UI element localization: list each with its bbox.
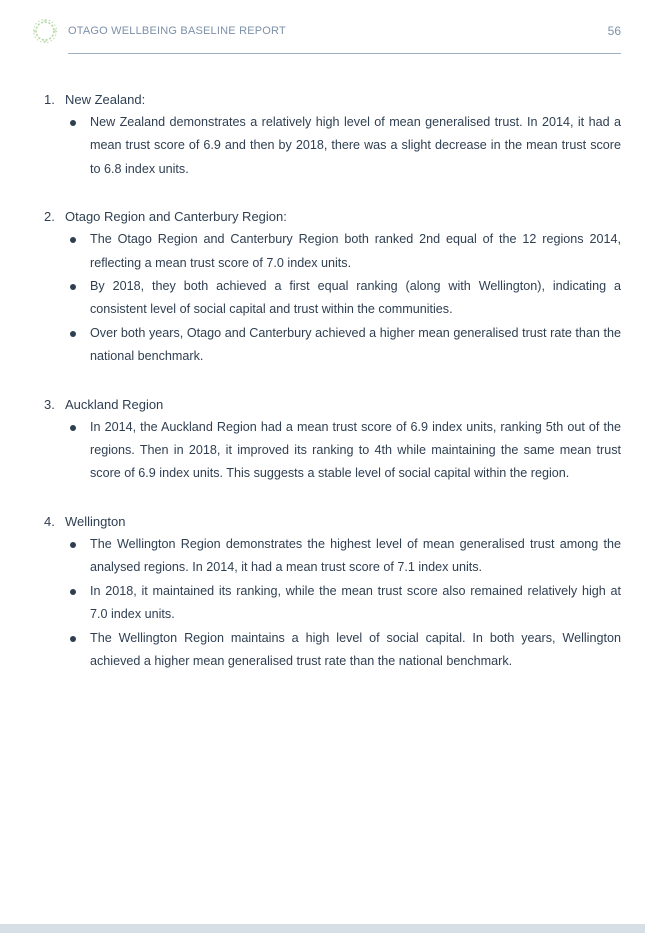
section-heading bbox=[44, 205, 621, 228]
header-divider bbox=[68, 53, 621, 54]
bullet-item bbox=[44, 275, 621, 322]
section-wellington bbox=[44, 510, 621, 673]
section-title: Auckland Region bbox=[65, 396, 164, 412]
footer-band bbox=[0, 924, 645, 933]
section-title: Otago Region and Canterbury Region: bbox=[65, 209, 287, 225]
bullet-list bbox=[44, 533, 621, 673]
bullet-text: In 2018, it maintained its ranking, while the mean trust score also remained relatively high at 7.0 index units. bbox=[90, 583, 621, 622]
bullet-dot-icon bbox=[70, 542, 76, 548]
section-heading bbox=[44, 393, 621, 416]
bullet-text: By 2018, they both achieved a first equal ranking (along with Wellington), indicating a consistent level of social capital and trust within the communities. bbox=[90, 279, 621, 317]
page-number: 56 bbox=[607, 24, 621, 38]
page-content bbox=[44, 88, 621, 697]
report-title: OTAGO WELLBEING BASELINE REPORT bbox=[68, 25, 286, 37]
bullet-dot-icon bbox=[70, 237, 76, 243]
bullet-text: In 2014, the Auckland Region had a mean trust score of 6.9 index units, ranking 5th out of the regions. Then in 2018, it improved its ranking to 4th while maintaining the same mean trust score of 6.9 index units. This suggests a stable level of social capital within the region. bbox=[90, 419, 621, 481]
section-otago-canterbury bbox=[44, 205, 621, 368]
bullet-list bbox=[44, 416, 621, 486]
bullet-dot-icon bbox=[70, 284, 76, 290]
bullet-text: The Otago Region and Canterbury Region both ranked 2nd equal of the 12 regions 2014, reflecting a mean trust score of 7.0 index units. bbox=[90, 232, 621, 270]
section-auckland bbox=[44, 393, 621, 486]
bullet-item bbox=[44, 533, 621, 580]
bullet-item bbox=[44, 416, 621, 486]
section-title: New Zealand: bbox=[65, 92, 146, 107]
bullet-item bbox=[44, 228, 621, 275]
bullet-item bbox=[44, 322, 621, 369]
section-heading bbox=[44, 88, 621, 111]
section-number: 4. bbox=[44, 513, 55, 529]
page-header bbox=[0, 0, 645, 56]
bullet-text: The Wellington Region maintains a high level of social capital. In both years, Wellington achieved a higher mean generalised trust rate than the national benchmark. bbox=[90, 630, 621, 668]
section-heading bbox=[44, 510, 621, 533]
section-number: 3. bbox=[44, 396, 55, 412]
section-number: 1. bbox=[44, 92, 55, 107]
section-title: Wellington bbox=[65, 513, 126, 529]
section-new-zealand bbox=[44, 88, 621, 181]
bullet-text: The Wellington Region demonstrates the highest level of mean generalised trust among the analysed regions. In 2014, it had a mean trust score of 7.1 index units. bbox=[90, 536, 621, 575]
bullet-item bbox=[44, 580, 621, 627]
bullet-dot-icon bbox=[70, 331, 76, 337]
bullet-text: Over both years, Otago and Canterbury achieved a higher mean generalised trust rate than the national benchmark. bbox=[90, 325, 621, 364]
bullet-list bbox=[44, 111, 621, 181]
bullet-item bbox=[44, 627, 621, 674]
bullet-dot-icon bbox=[70, 120, 76, 126]
bullet-dot-icon bbox=[70, 425, 76, 431]
section-number: 2. bbox=[44, 209, 55, 225]
wreath-logo-icon bbox=[32, 18, 58, 44]
bullet-dot-icon bbox=[70, 636, 76, 642]
bullet-list bbox=[44, 228, 621, 368]
bullet-text: New Zealand demonstrates a relatively high level of mean generalised trust. In 2014, it had a mean trust score of 6.9 and then by 2018, there was a slight decrease in the mean trust score to 6.8 index units. bbox=[90, 115, 621, 176]
bullet-dot-icon bbox=[70, 589, 76, 595]
bullet-item bbox=[44, 111, 621, 181]
